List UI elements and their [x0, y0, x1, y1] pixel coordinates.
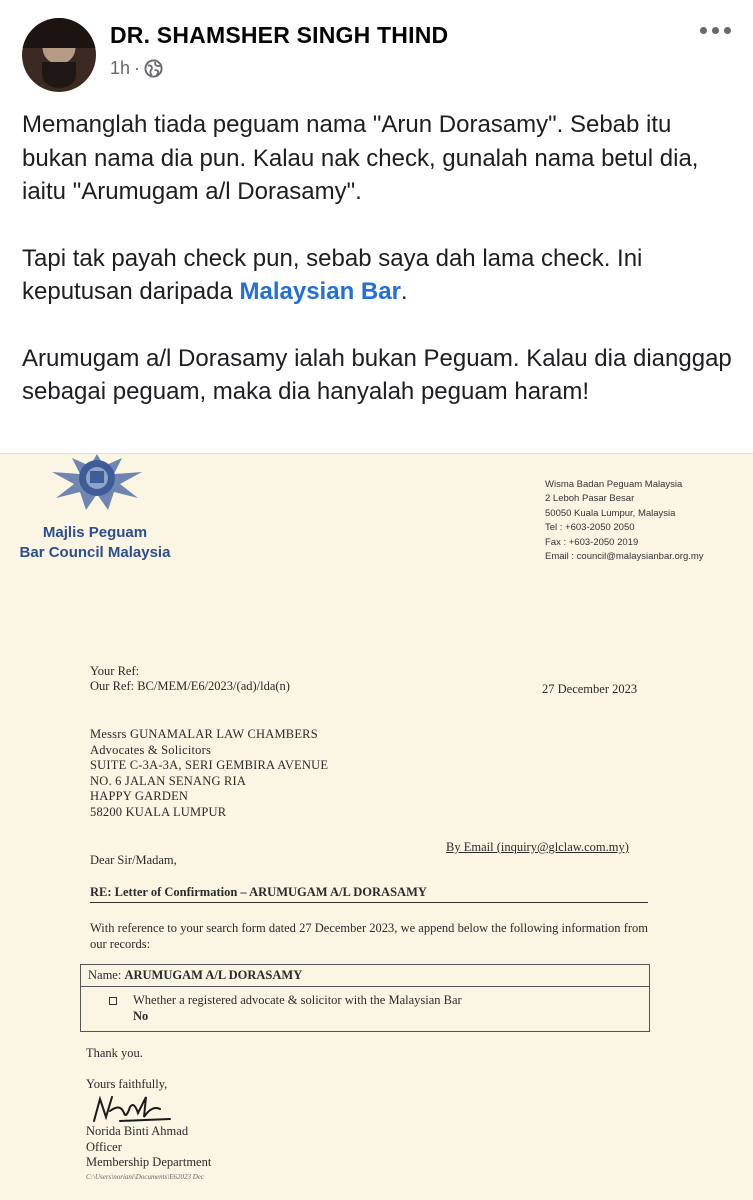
- signatory-block: Norida Binti Ahmad Officer Membership Department: [86, 1124, 212, 1169]
- by-email-line: By Email (inquiry@glclaw.com.my): [446, 840, 629, 854]
- dot-icon: [712, 27, 719, 34]
- post-paragraph-1: Memanglah tiada peguam nama "Arun Dorasamy". Sebab itu bukan nama dia pun. Kalau nak check, gunalah nama betul dia, iaitu "Arumugam a/l Dorasamy".: [22, 111, 699, 205]
- record-answer: No: [133, 1009, 149, 1023]
- dot-icon: [700, 27, 707, 34]
- addressee-block: Messrs GUNAMALAR LAW CHAMBERS Advocates & Solicitors SUITE C-3A-3A, SERI GEMBIRA AVENUE NO. 6 JALAN SENANG RIA HAPPY GARDEN 58200 KUALA LUMPUR: [90, 727, 329, 819]
- bar-council-emblem-icon: [42, 454, 152, 512]
- dot-icon: [724, 27, 731, 34]
- thanks-line: Thank you.: [86, 1046, 143, 1060]
- meta-separator: ·: [134, 58, 141, 78]
- record-question: Whether a registered advocate & solicitor with the Malaysian Bar: [133, 993, 462, 1007]
- more-options-button[interactable]: [695, 20, 735, 40]
- signature-icon: [90, 1091, 180, 1125]
- file-path: C:\Users\noriani\Documents\E62023 Dec: [86, 1173, 205, 1181]
- malaysian-bar-link[interactable]: Malaysian Bar: [239, 278, 401, 305]
- post-header: [0, 0, 753, 100]
- subject-line: RE: Letter of Confirmation – ARUMUGAM A/L DORASAMY: [90, 885, 648, 903]
- salutation: Dear Sir/Madam,: [90, 853, 177, 867]
- checkbox-icon: [109, 997, 117, 1005]
- closing-line: Yours faithfully,: [86, 1077, 168, 1091]
- globe-icon[interactable]: [144, 59, 163, 78]
- post-text: [22, 108, 737, 442]
- letter-image[interactable]: [0, 453, 753, 1200]
- letter-date: 27 December 2023: [542, 682, 638, 696]
- org-name: Majlis Peguam Bar Council Malaysia: [19, 524, 171, 561]
- avatar[interactable]: [22, 18, 96, 92]
- record-box: [80, 964, 650, 1032]
- record-name: ARUMUGAM A/L DORASAMY: [124, 968, 303, 982]
- post-paragraph-2: Tapi tak payah check pun, sebab saya dah lama check. Ini keputusan daripada Malaysian Bar.: [22, 244, 643, 305]
- letter-body: With reference to your search form dated 27 December 2023, we append below the following information from our records:: [90, 921, 648, 951]
- record-name-row: Name: ARUMUGAM A/L DORASAMY: [81, 965, 649, 987]
- post-time[interactable]: 1h: [110, 58, 131, 78]
- reference-block: Your Ref: Our Ref: BC/MEM/E6/2023/(ad)/lda(n): [90, 664, 290, 693]
- contact-block: Wisma Badan Peguam Malaysia 2 Leboh Pasar Besar 50050 Kuala Lumpur, Malaysia Tel : +603-2050 2050 Fax : +603-2050 2019 Email : council@malaysianbar.org.my: [545, 479, 704, 563]
- author-name[interactable]: DR. SHAMSHER SINGH THIND: [110, 22, 449, 48]
- post-paragraph-3: Arumugam a/l Dorasamy ialah bukan Peguam. Kalau dia dianggap sebagai peguam, maka dia hanyalah peguam haram!: [22, 344, 732, 405]
- post-meta: [110, 58, 163, 79]
